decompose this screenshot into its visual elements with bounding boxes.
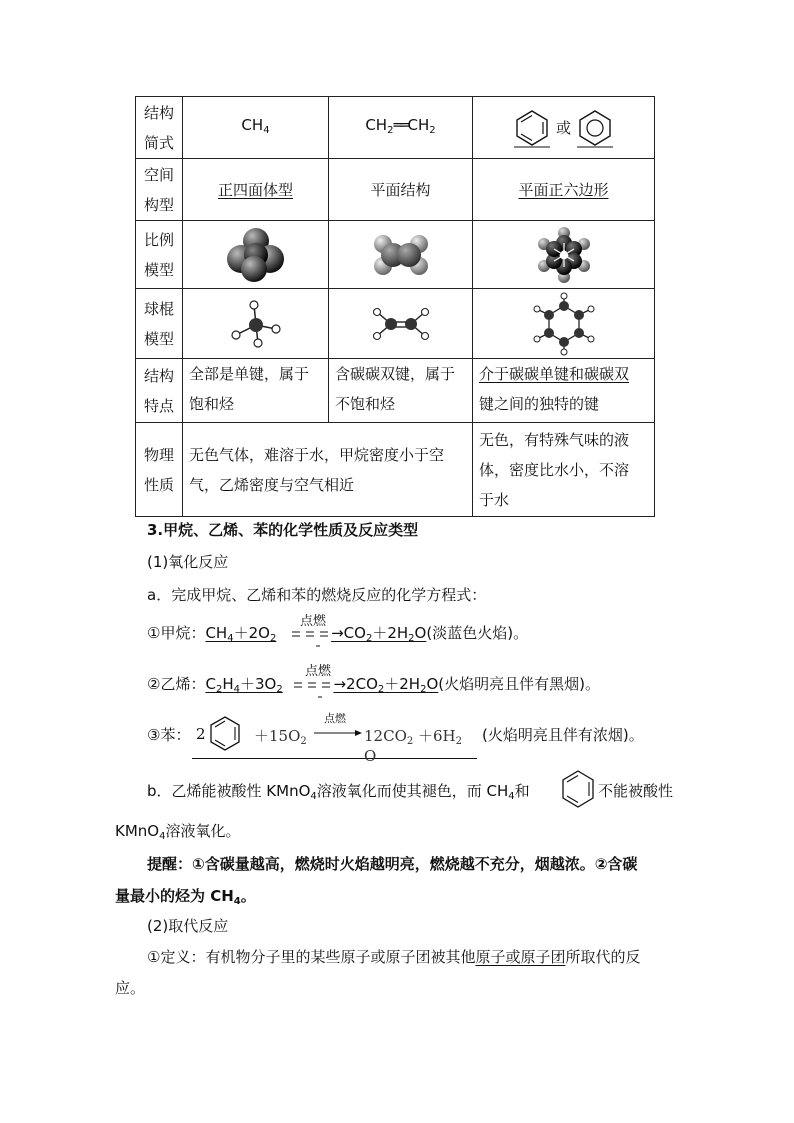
methane-ball-stick-model-icon xyxy=(226,299,286,349)
text-line: 饱和烃 xyxy=(189,395,235,413)
equation-products: $\to 2CO_2+2H_2O$ xyxy=(333,675,439,695)
item-b-text-cont: 不能被酸性 xyxy=(598,782,674,800)
ethylene-ball-stick-cell xyxy=(329,289,473,359)
row-header xyxy=(136,359,183,423)
definition-text-end: 应。 xyxy=(115,979,146,997)
ethylene-formula-cell xyxy=(329,97,473,159)
text-line: 无色，有特殊气味的液 xyxy=(479,430,630,449)
tip-text: 提醒：①含碳量越高，燃烧时火焰越明亮，燃烧越不充分，烟越浓。②含碳 xyxy=(147,855,638,873)
header-line: 空间 xyxy=(143,165,174,184)
methane-formula: $CH_4$ xyxy=(241,115,270,136)
header-line: 特点 xyxy=(143,396,174,415)
definition-text: ①定义：有机物分子里的某些原子或原子团被其他原子或原子团所取代的反 xyxy=(147,948,641,966)
equation-reactants: $CH_4+2O_2$ xyxy=(205,624,277,644)
methane-feature-cell xyxy=(183,359,329,423)
text-line: 于水 xyxy=(479,490,510,509)
text-line: 体，密度比水小，不溶 xyxy=(479,460,630,479)
benzene-kekule-icon xyxy=(208,714,242,754)
ethylene-feature-cell xyxy=(329,359,473,423)
header-line: 模型 xyxy=(143,329,174,348)
table-row-structure-formula xyxy=(136,97,655,159)
equation-reactant: $+15O_2$ xyxy=(254,727,307,747)
text-line: 全部是单键，属于 xyxy=(189,365,310,383)
equation-note: (淡蓝色火焰)。 xyxy=(426,624,529,642)
equation-reactants: $C_2H_4+3O_2$ xyxy=(205,675,283,695)
ethylene-shape: 平面结构 xyxy=(370,180,431,199)
hydrocarbon-properties-table xyxy=(135,96,655,517)
row-header xyxy=(136,159,183,221)
header-line: 简式 xyxy=(143,133,174,152)
benzene-space-filling-cell xyxy=(473,221,655,289)
header-line: 性质 xyxy=(143,475,174,494)
methane-shape-cell xyxy=(183,159,329,221)
header-line: 构型 xyxy=(143,195,174,214)
header-line: 模型 xyxy=(143,260,174,279)
table-row-spatial-shape xyxy=(136,159,655,221)
text-line: 键之间的独特的键 xyxy=(479,395,600,413)
subheading-oxidation: (1)氧化反应 xyxy=(147,553,229,571)
equals-sign-icon xyxy=(288,624,342,652)
equals-sign-icon xyxy=(290,675,344,703)
ethylene-ball-stick-model-icon xyxy=(369,304,433,344)
text-line: 不饱和烃 xyxy=(335,395,396,413)
reaction-condition: 点燃 xyxy=(300,614,327,629)
ethylene-space-filling-cell xyxy=(329,221,473,289)
methane-space-filling-model-icon xyxy=(226,227,286,283)
benzene-space-filling-model-icon xyxy=(534,227,594,283)
equation-ethylene xyxy=(147,673,600,695)
item-b-text: b．乙烯能被酸性 KMnO$_4$溶液氧化而使其褪色，而 $CH_4$和 xyxy=(147,782,530,802)
text-line: 含碳碳双键，属于 xyxy=(335,365,456,383)
text-line: 无色气体，难溶于水，甲烷密度小于空 xyxy=(189,445,445,464)
row-header xyxy=(136,289,183,359)
benzene-kekule-icon xyxy=(560,768,596,810)
equation-note: (火焰明亮且伴有黑烟)。 xyxy=(438,675,600,693)
header-line: 球棍 xyxy=(143,299,174,318)
or-text: 或 xyxy=(555,118,571,137)
row-header xyxy=(136,97,183,159)
benzene-shape-cell xyxy=(473,159,655,221)
methane-shape: 正四面体型 xyxy=(217,180,293,199)
ethylene-shape-cell xyxy=(329,159,473,221)
benzene-ball-stick-cell xyxy=(473,289,655,359)
reaction-condition: 点燃 xyxy=(324,712,346,725)
methane-space-filling-cell xyxy=(183,221,329,289)
benzene-formula-cell xyxy=(473,97,655,159)
equation-label: ①甲烷： xyxy=(147,624,206,642)
reaction-arrow-icon xyxy=(314,728,362,738)
benzene-kekule-icon xyxy=(514,108,550,148)
item-a-text: a．完成甲烷、乙烯和苯的燃烧反应的化学方程式： xyxy=(147,586,487,604)
header-line: 物理 xyxy=(143,445,174,464)
methane-formula-cell xyxy=(183,97,329,159)
equation-benzene-label: ③苯： xyxy=(147,726,191,744)
methane-ethylene-physical-cell xyxy=(183,423,473,517)
header-line: 结构 xyxy=(143,103,174,122)
equation-note: (火焰明亮且伴有浓烟)。 xyxy=(482,726,644,744)
header-line: 结构 xyxy=(143,366,174,385)
section-heading: 3.甲烷、乙烯、苯的化学性质及反应类型 xyxy=(147,521,419,539)
benzene-shape: 平面正六边形 xyxy=(518,180,609,199)
table-row-space-filling-model xyxy=(136,221,655,289)
text-line: 介于碳碳单键和碳碳双 xyxy=(479,365,630,383)
ethylene-formula: $CH_2══CH_2$ xyxy=(365,115,436,136)
equation-products: $\to CO_2+2H_2O$ xyxy=(331,624,427,644)
reaction-condition: 点燃 xyxy=(305,664,332,679)
ethylene-space-filling-model-icon xyxy=(371,230,431,280)
text-line: 气，乙烯密度与空气相近 xyxy=(189,475,355,494)
item-b-text-end: KMnO$_4$溶液氧化。 xyxy=(115,822,241,842)
row-header xyxy=(136,221,183,289)
tip-text-end: 量最小的烃为 $CH_4$。 xyxy=(115,887,256,907)
benzene-feature-cell xyxy=(473,359,655,423)
benzene-ball-stick-model-icon xyxy=(529,292,599,356)
equation-benzene xyxy=(192,712,477,765)
table-row-physical-properties xyxy=(136,423,655,517)
methane-ball-stick-cell xyxy=(183,289,329,359)
equation-products: $12CO_2 +6H_2$ O xyxy=(364,727,463,765)
benzene-physical-cell xyxy=(473,423,655,517)
equation-label: ②乙烯： xyxy=(147,675,206,693)
table-row-structural-features xyxy=(136,359,655,423)
coefficient: 2 xyxy=(196,725,206,743)
table-row-ball-stick-model xyxy=(136,289,655,359)
subheading-substitution: (2)取代反应 xyxy=(147,917,229,935)
header-line: 比例 xyxy=(143,230,174,249)
row-header xyxy=(136,423,183,517)
benzene-ring-icon xyxy=(577,108,613,148)
